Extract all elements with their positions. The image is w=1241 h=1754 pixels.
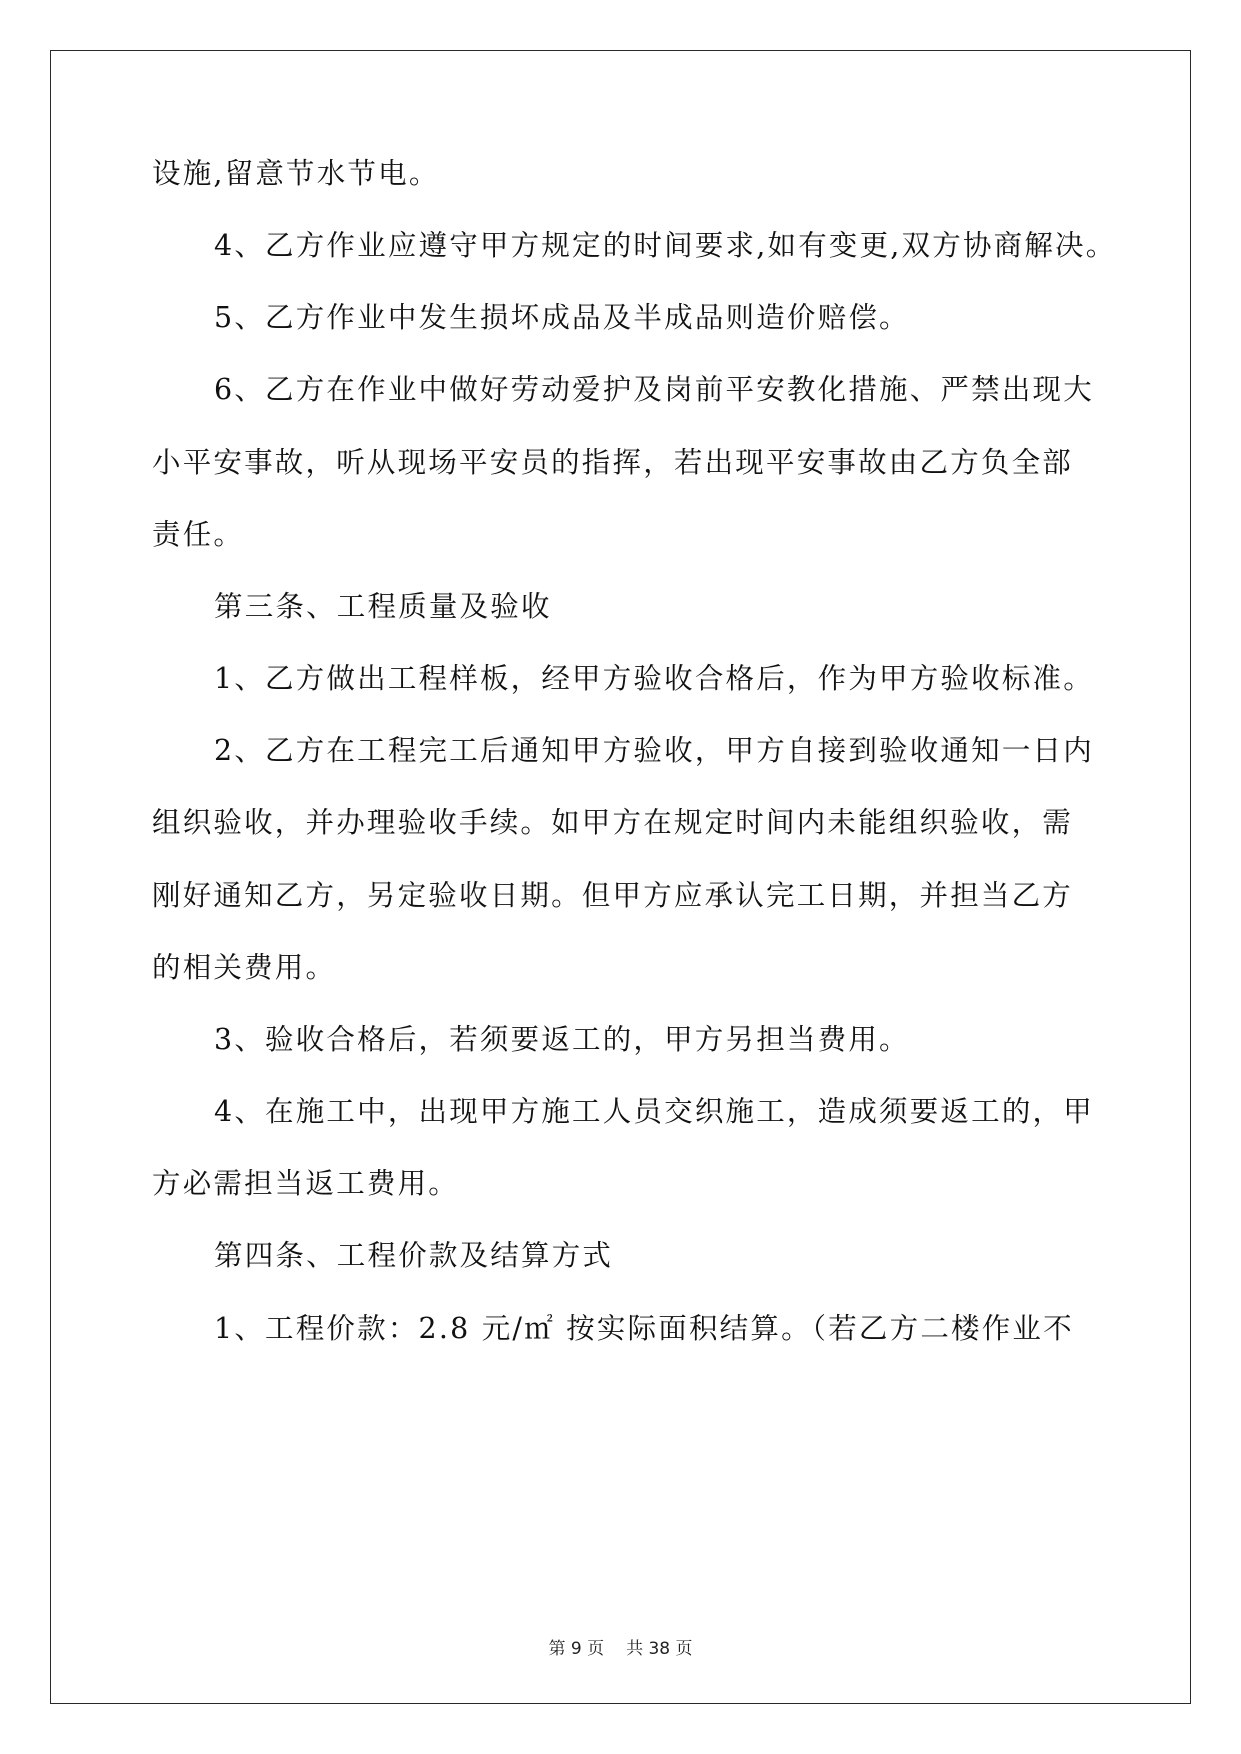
text-line: 小平安事故，听从现场平安员的指挥，若出现平安事故由乙方负全部 [152,446,1074,479]
text-line: 1、工程价款：2.8 元/㎡ 按实际面积结算。（若乙方二楼作业不 [214,1312,1074,1345]
section-heading: 第四条、工程价款及结算方式 [214,1239,614,1272]
page-total: 共 38 页 [626,1639,693,1659]
page-footer [0,1638,1241,1660]
text-line: 1、乙方做出工程样板，经甲方验收合格后，作为甲方验收标准。 [214,662,1094,695]
text-line: 4、乙方作业应遵守甲方规定的时间要求,如有变更,双方协商解决。 [214,229,1117,262]
text-line: 5、乙方作业中发生损坏成品及半成品则造价赔偿。 [214,301,910,334]
text-line: 责任。 [152,518,245,551]
text-line: 3、验收合格后，若须要返工的，甲方另担当费用。 [214,1023,910,1056]
text-line: 组织验收，并办理验收手续。如甲方在规定时间内未能组织验收，需 [152,806,1074,839]
text-line: 方必需担当返工费用。 [152,1167,460,1200]
text-line: 设施,留意节水节电。 [152,157,440,190]
section-heading: 第三条、工程质量及验收 [214,590,552,623]
text-line: 2、乙方在工程完工后通知甲方验收，甲方自接到验收通知一日内 [214,734,1094,767]
text-line: 4、在施工中，出现甲方施工人员交织施工，造成须要返工的，甲 [214,1095,1094,1128]
text-line: 刚好通知乙方，另定验收日期。但甲方应承认完工日期，并担当乙方 [152,879,1074,912]
page-number: 第 9 页 [548,1639,605,1659]
text-line: 的相关费用。 [152,951,337,984]
text-line: 6、乙方在作业中做好劳动爱护及岗前平安教化措施、严禁出现大 [214,373,1094,406]
